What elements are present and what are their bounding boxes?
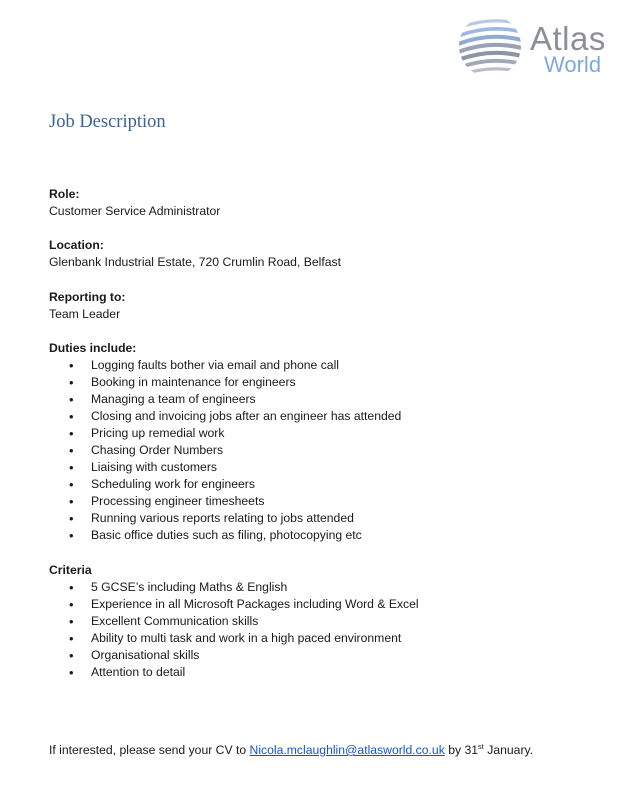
criteria-list bbox=[49, 579, 419, 681]
globe-swirl-icon bbox=[456, 14, 526, 80]
list-item: • Chasing Order Numbers bbox=[49, 442, 401, 459]
list-item: • Running various reports relating to jobs attended bbox=[49, 510, 401, 527]
duties-list bbox=[49, 357, 401, 544]
footer-deadline: by 31 bbox=[444, 743, 479, 757]
list-item: • Logging faults bother via email and phone call bbox=[49, 357, 401, 374]
list-item: • Scheduling work for engineers bbox=[49, 476, 401, 493]
application-note bbox=[49, 742, 533, 759]
list-item: • Organisational skills bbox=[49, 647, 419, 664]
criteria-label: Criteria bbox=[49, 563, 92, 577]
footer-ordinal-suffix: st bbox=[478, 741, 484, 751]
logo-text-atlas: Atlas bbox=[530, 20, 606, 57]
list-item: • Excellent Communication skills bbox=[49, 613, 419, 630]
email-link[interactable]: Nicola.mclaughlin@atlasworld.co.uk bbox=[249, 743, 445, 757]
list-item: • Booking in maintenance for engineers bbox=[49, 374, 401, 391]
list-item: • Attention to detail bbox=[49, 664, 419, 681]
list-item: • Closing and invoicing jobs after an engineer has attended bbox=[49, 408, 401, 425]
list-item: • Experience in all Microsoft Packages including Word & Excel bbox=[49, 596, 419, 613]
location-value: Glenbank Industrial Estate, 720 Crumlin Road, Belfast bbox=[49, 255, 341, 269]
list-item: • Liaising with customers bbox=[49, 459, 401, 476]
criteria-section bbox=[49, 562, 419, 681]
logo-text-world: World bbox=[544, 52, 602, 77]
list-item: • Pricing up remedial work bbox=[49, 425, 401, 442]
footer-prefix: If interested, please send your CV to bbox=[49, 743, 250, 757]
reporting-section bbox=[49, 289, 126, 323]
list-item: • Processing engineer timesheets bbox=[49, 493, 401, 510]
location-label: Location: bbox=[49, 238, 104, 252]
page-title: Job Description bbox=[49, 112, 166, 132]
company-logo bbox=[456, 14, 622, 80]
role-label: Role: bbox=[49, 187, 80, 201]
list-item: • Basic office duties such as filing, photocopying etc bbox=[49, 527, 401, 544]
list-item: • Managing a team of engineers bbox=[49, 391, 401, 408]
role-value: Customer Service Administrator bbox=[49, 204, 221, 218]
footer-end: January. bbox=[483, 743, 534, 757]
reporting-value: Team Leader bbox=[49, 307, 121, 321]
list-item: • Ability to multi task and work in a high paced environment bbox=[49, 630, 419, 647]
duties-label: Duties include: bbox=[49, 341, 137, 355]
location-section bbox=[49, 237, 341, 271]
duties-section bbox=[49, 340, 401, 544]
list-item: • 5 GCSE’s including Maths & English bbox=[49, 579, 419, 596]
reporting-label: Reporting to: bbox=[49, 290, 126, 304]
role-section bbox=[49, 186, 220, 220]
